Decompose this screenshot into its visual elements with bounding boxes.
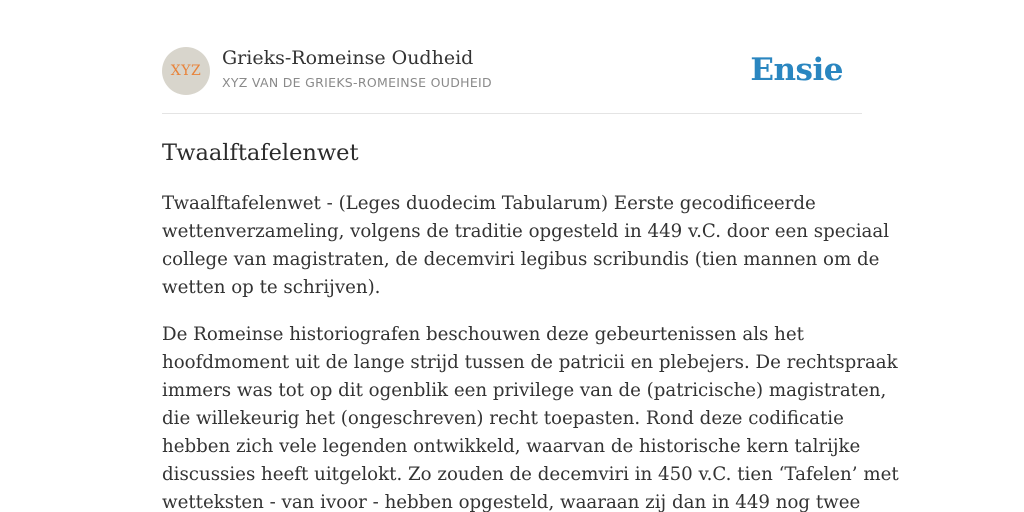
content-container	[162, 0, 899, 512]
channel-header	[162, 0, 862, 114]
paragraph-2	[162, 321, 899, 512]
article-title: Twaalftafelenwet	[162, 140, 359, 166]
paragraph-line: hoofdmoment uit de lange strijd tussen de patricii en plebejers. De rechtspraak	[162, 352, 898, 373]
paragraph-line: wetten op te schrijven).	[162, 277, 381, 298]
paragraph-line: wetteksten - van ivoor - hebben opgesteld, waaraan zij dan in 449 nog twee	[162, 492, 861, 512]
paragraph-line: wettenverzameling, volgens de traditie opgesteld in 449 v.C. door een speciaal	[162, 221, 890, 242]
ensie-logo[interactable]: Ensie	[750, 52, 843, 88]
paragraph-line: college van magistraten, de decemviri legibus scribundis (tien mannen om de	[162, 249, 880, 270]
article-body	[162, 190, 899, 512]
paragraph-1	[162, 190, 890, 302]
paragraph-line: immers was tot op dit ogenblik een privilege van de (patricische) magistraten,	[162, 380, 887, 401]
paragraph-line: hebben zich vele legenden ontwikkeld, waarvan de historische kern talrijke	[162, 436, 861, 457]
channel-avatar[interactable]: XYZ	[162, 47, 210, 95]
paragraph-line: discussies heeft uitgelokt. Zo zouden de decemviri in 450 v.C. tien ‘Tafelen’ met	[162, 464, 899, 485]
channel-title[interactable]: Grieks-Romeinse Oudheid	[222, 47, 474, 69]
paragraph-line: De Romeinse historiografen beschouwen deze gebeurtenissen als het	[162, 324, 804, 345]
paragraph-line: Twaalftafelenwet - (Leges duodecim Tabularum) Eerste gecodificeerde	[162, 193, 816, 214]
channel-subtitle: XYZ VAN DE GRIEKS-ROMEINSE OUDHEID	[222, 75, 492, 90]
paragraph-line: die willekeurig het (ongeschreven) recht toepasten. Rond deze codificatie	[162, 408, 844, 429]
